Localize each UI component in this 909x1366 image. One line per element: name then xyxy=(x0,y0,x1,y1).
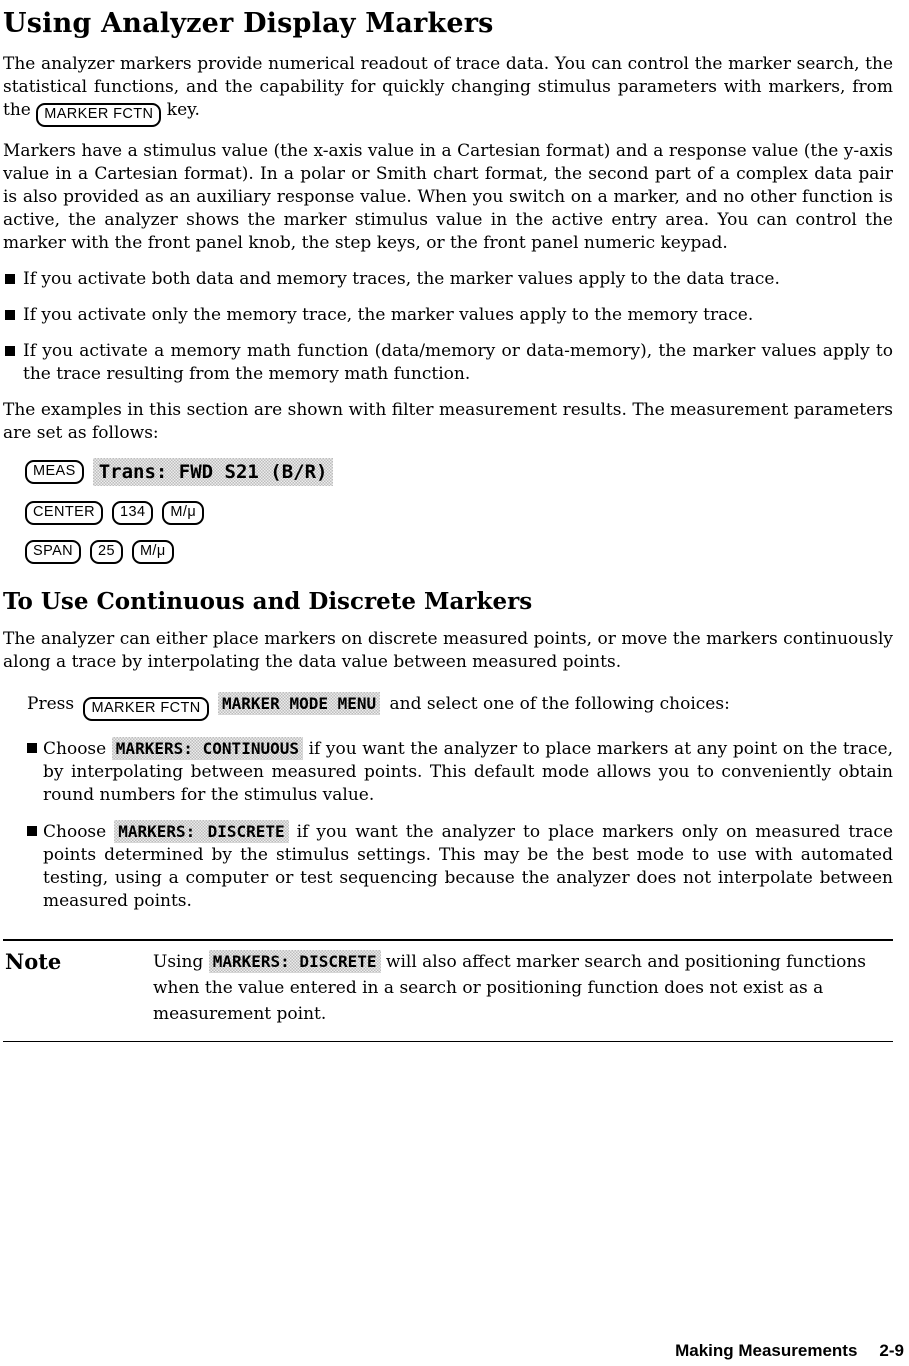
intro-paragraph-2: Markers have a stimulus value (the x-axis value in a Cartesian format) and a response value (the y-axis value in a Cartesian format). In a polar or Smith chart format, the second part of a complex data pair is also provided as an auxiliary response value. When you switch on a marker, and no other function is active, the analyzer shows the marker stimulus value in the active entry area. You can control the marker with the front panel knob, the step keys, or the front panel numeric keypad. xyxy=(3,141,893,253)
mega-micro-keycap: M/μ xyxy=(132,540,174,564)
center-keycap: CENTER xyxy=(25,501,103,525)
choice-after-text: if you want the analyzer to place markers at any point on the trace, by interpolating between measured points. This default mode allows you to conveniently obtain round numbers for the stimulus value. xyxy=(43,739,894,805)
mega-micro-keycap: M/μ xyxy=(162,501,204,525)
footer-page-number: 2-9 xyxy=(879,1341,904,1360)
list-item xyxy=(3,820,893,913)
marker-behavior-list xyxy=(3,268,893,386)
marker-mode-choices-list xyxy=(3,737,893,913)
note-label: Note xyxy=(5,949,62,974)
list-item xyxy=(3,737,893,807)
example-key-sequences xyxy=(25,458,893,564)
note-after-text: will also affect marker search and positioning functions when the value entered in a search or positioning function does not exist as a measurement point. xyxy=(153,952,866,1024)
page-footer xyxy=(675,1341,904,1361)
bullet-square-icon xyxy=(27,826,37,836)
key-sequence-row xyxy=(25,458,893,486)
choice-after-text: if you want the analyzer to place markers only on measured trace points determined by the stimulus settings. This may be the best mode to use with automated testing, using a computer or test sequencing because the analyzer does not interpolate between measured points. xyxy=(43,822,894,911)
footer-section-title: Making Measurements xyxy=(675,1341,858,1360)
note-before-text: Using xyxy=(153,952,204,972)
list-item xyxy=(3,340,893,386)
section-paragraph: The analyzer can either place markers on discrete measured points, or move the markers continuously along a trace by interpolating the data value between measured points. xyxy=(3,629,893,672)
marker-fctn-keycap: MARKER FCTN xyxy=(36,103,161,127)
choice-before-text: Choose xyxy=(43,739,107,759)
note-text xyxy=(153,949,893,1027)
digits-keycap: 25 xyxy=(90,540,123,564)
key-sequence-row xyxy=(25,501,893,525)
page-title: Using Analyzer Display Markers xyxy=(3,8,494,39)
bullet-square-icon xyxy=(5,310,15,320)
span-keycap: SPAN xyxy=(25,540,81,564)
list-item-text: If you activate only the memory trace, the marker values apply to the memory trace. xyxy=(23,305,754,325)
list-item xyxy=(3,304,893,327)
press-text: Press xyxy=(27,694,75,714)
section-heading: To Use Continuous and Discrete Markers xyxy=(3,588,533,615)
list-item-text: If you activate both data and memory traces, the marker values apply to the data trace. xyxy=(23,269,780,289)
marker-fctn-keycap: MARKER FCTN xyxy=(83,697,208,721)
press-text-after: and select one of the following choices: xyxy=(389,694,730,714)
choice-before-text: Choose xyxy=(43,822,107,842)
bullet-square-icon xyxy=(5,346,15,356)
note-callout xyxy=(3,939,893,1042)
markers-discrete-softkey: MARKERS: DISCRETE xyxy=(114,820,288,843)
press-instruction xyxy=(27,692,893,721)
intro-paragraph-1 xyxy=(3,53,893,127)
bullet-square-icon xyxy=(27,743,37,753)
marker-mode-menu-softkey: MARKER MODE MENU xyxy=(218,692,380,715)
intro-p1-text: The analyzer markers provide numerical readout of trace data. You can control the marker search, the statistical functions, and the capability for quickly changing stimulus parameters with markers, from the xyxy=(3,54,893,120)
markers-continuous-softkey: MARKERS: CONTINUOUS xyxy=(112,737,303,760)
digits-keycap: 134 xyxy=(112,501,153,525)
intro-p1-after: key. xyxy=(166,100,200,120)
list-item xyxy=(3,268,893,291)
list-item-text: If you activate a memory math function (data/memory or data-memory), the marker values apply to the trace resulting from the memory math function. xyxy=(23,341,893,384)
meas-keycap: MEAS xyxy=(25,460,84,484)
trans-softkey-label: Trans: FWD S21 (B/R) xyxy=(93,458,334,486)
markers-discrete-softkey: MARKERS: DISCRETE xyxy=(209,950,381,973)
key-sequence-row xyxy=(25,540,893,564)
bullet-square-icon xyxy=(5,274,15,284)
examples-intro: The examples in this section are shown with filter measurement results. The measurement parameters are set as follows: xyxy=(3,400,893,443)
